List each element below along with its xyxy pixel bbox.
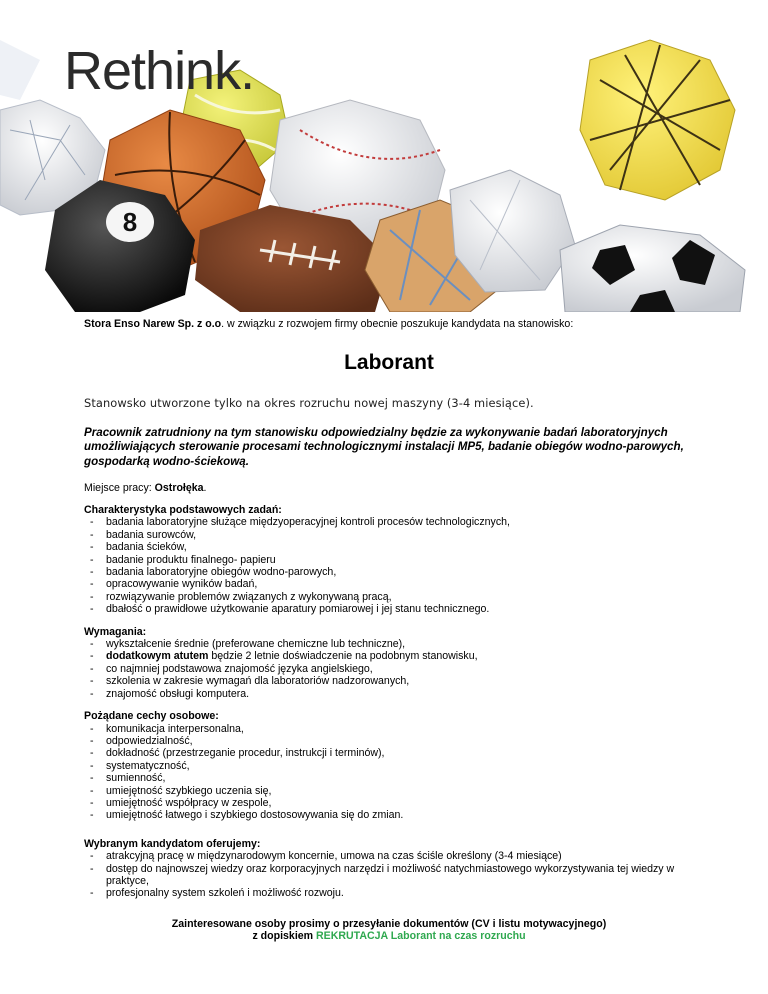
- job-title: Laborant: [344, 351, 434, 375]
- requirements-title: Wymagania:: [84, 625, 147, 638]
- bonus-highlight: dodatkowym atutem: [106, 650, 209, 663]
- duties-section: [84, 504, 694, 616]
- job-description-lead: Pracownik zatrudniony na tym stanowisku odpowiedzialny będzie za wykonywanie badań laboratoryjnych umożliwiających sterowanie procesami technologicznymi instalacji MP5, badanie obiegów wodno-parowych, gospodarką wodno-ściekową.: [84, 425, 684, 468]
- application-line-2: [84, 930, 694, 942]
- work-location-value: Ostrołęka: [154, 481, 204, 494]
- requirements-section: [84, 626, 694, 700]
- list-item: - komunikacja interpersonalna,: [84, 723, 694, 735]
- application-prefix: z dopiskiem: [252, 930, 317, 943]
- list-item: - odpowiedzialność,: [84, 735, 694, 747]
- traits-list: [84, 723, 694, 822]
- company-name: Stora Enso Narew Sp. z o.o: [84, 318, 222, 330]
- list-item: - badania surowców,: [84, 529, 694, 541]
- list-item: - co najmniej podstawowa znajomość języka angielskiego,: [84, 663, 694, 675]
- list-item: - szkolenia w zakresie wymagań dla laboratoriów nadzorowanych,: [84, 675, 694, 687]
- job-posting: [84, 318, 694, 943]
- list-item: - systematyczność,: [84, 760, 694, 772]
- work-location-label: Miejsce pracy:: [84, 481, 155, 494]
- application-line-1: Zainteresowane osoby prosimy o przesyłanie dokumentów (CV i listu motywacyjnego): [171, 917, 607, 930]
- list-item: - umiejętność łatwego i szybkiego dostosowywania się do zmian.: [84, 809, 694, 821]
- traits-section: [84, 710, 694, 822]
- intro-line: [84, 318, 694, 330]
- list-item: - opracowywanie wyników badań,: [84, 578, 694, 590]
- list-item: - umiejętność szybkiego uczenia się,: [84, 785, 694, 797]
- list-item: - dostęp do najnowszej wiedzy oraz korporacyjnych narzędzi i możliwość natychmiastowego wykorzystywania tej wiedzy w praktyce,: [84, 863, 694, 888]
- list-item: [84, 650, 694, 662]
- list-item: - profesjonalny system szkoleń i możliwość rozwoju.: [84, 887, 694, 899]
- application-instructions: [84, 918, 694, 943]
- list-item: - badanie produktu finalnego- papieru: [84, 554, 694, 566]
- traits-title: Pożądane cechy osobowe:: [84, 710, 219, 723]
- list-item: - dbałość o prawidłowe użytkowanie aparatury pomiarowej i jej stanu technicznego.: [84, 603, 694, 615]
- bonus-text: będzie 2 letnie doświadczenie na podobnym stanowisku,: [208, 650, 478, 663]
- intro-text: . w związku z rozwojem firmy obecnie poszukuje kandydata na stanowisko:: [221, 318, 574, 330]
- rethink-logo: Rethink.: [64, 41, 255, 101]
- list-item: - wykształcenie średnie (preferowane chemiczne lub techniczne),: [84, 638, 694, 650]
- banner-image: [0, 0, 768, 312]
- list-item: - badania laboratoryjne obiegów wodno-parowych,: [84, 566, 694, 578]
- offer-title: Wybranym kandydatom oferujemy:: [84, 837, 261, 850]
- list-item: - atrakcyjną pracę w międzynarodowym koncernie, umowa na czas ściśle określony (3-4 miesiące): [84, 850, 694, 862]
- offer-list: [84, 850, 694, 900]
- recruitment-tag: REKRUTACJA Laborant na czas rozruchu: [316, 930, 526, 943]
- list-item: - dokładność (przestrzeganie procedur, instrukcji i terminów),: [84, 747, 694, 759]
- duties-list: [84, 516, 694, 615]
- list-item: - badania laboratoryjne służące międzyoperacyjnej kontroli procesów technologicznych,: [84, 516, 694, 528]
- ball-number: 8: [122, 207, 138, 237]
- duties-title: Charakterystyka podstawowych zadań:: [84, 504, 282, 516]
- work-location: [84, 482, 694, 494]
- list-item: - sumienność,: [84, 772, 694, 784]
- offer-section: [84, 838, 694, 900]
- position-duration-note: Stanowsko utworzone tylko na okres rozruchu nowej maszyny (3-4 miesiące).: [84, 396, 534, 411]
- list-item: - badania ścieków,: [84, 541, 694, 553]
- list-item: - znajomość obsługi komputera.: [84, 688, 694, 700]
- list-item: - rozwiązywanie problemów związanych z wykonywaną pracą,: [84, 591, 694, 603]
- requirements-list: [84, 638, 694, 700]
- work-location-suffix: .: [203, 481, 207, 494]
- list-item: - umiejętność współpracy w zespole,: [84, 797, 694, 809]
